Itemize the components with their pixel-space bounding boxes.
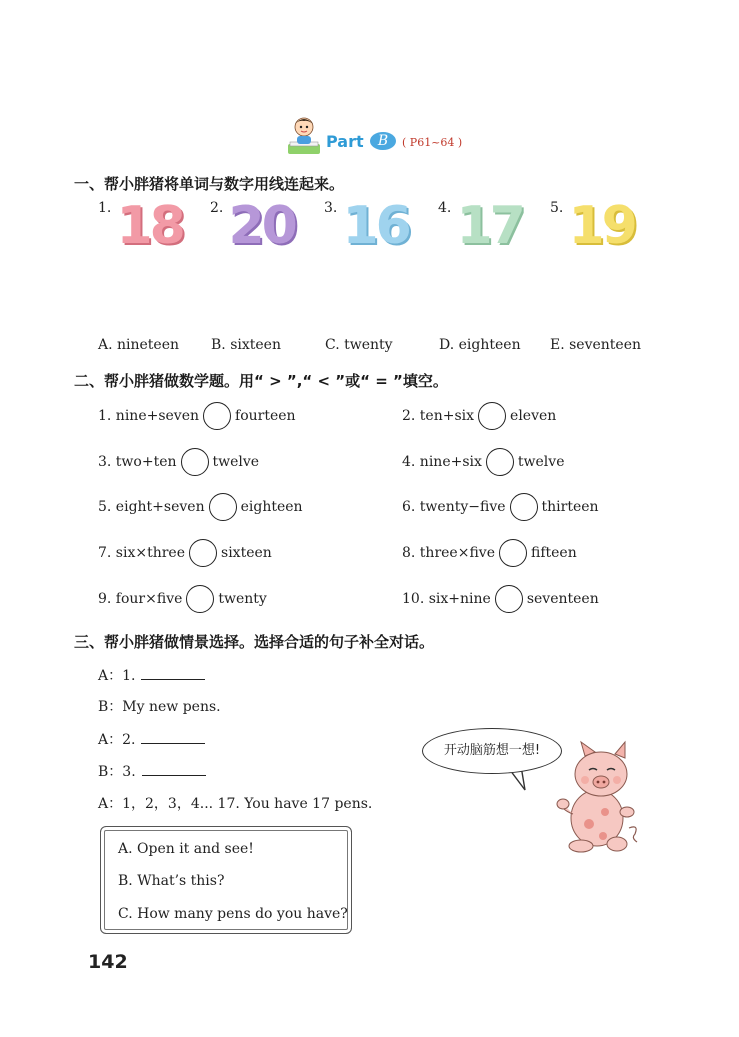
math-item-8 bbox=[402, 539, 577, 567]
math-expression: 10. six+nine bbox=[402, 591, 491, 607]
math-word: eleven bbox=[510, 408, 557, 424]
part-label: Part bbox=[326, 132, 364, 151]
answer-circle[interactable] bbox=[510, 493, 538, 521]
section-3-title: 三、帮小胖猪做情景选择。选择合适的句子补全对话。 bbox=[74, 633, 435, 651]
big-number: 17 bbox=[456, 196, 523, 256]
answer-circle[interactable] bbox=[499, 539, 527, 567]
math-expression: 4. nine+six bbox=[402, 454, 482, 470]
answer-circle[interactable] bbox=[209, 493, 237, 521]
answer-circle[interactable] bbox=[478, 402, 506, 430]
dialogue-text: A：1. bbox=[98, 668, 136, 684]
number-index: 1. bbox=[98, 200, 112, 216]
math-word: sixteen bbox=[221, 545, 272, 561]
math-item-2 bbox=[402, 402, 556, 430]
dialogue-text: A：1，2，3，4... 17. You have 17 pens. bbox=[98, 796, 373, 812]
math-word: eighteen bbox=[240, 499, 303, 515]
word-option-d: D. eighteen bbox=[439, 337, 521, 353]
math-word: thirteen bbox=[541, 499, 599, 515]
number-item-1 bbox=[98, 196, 183, 256]
number-item-2 bbox=[210, 196, 295, 256]
number-index: 3. bbox=[324, 200, 338, 216]
math-word: twelve bbox=[517, 454, 565, 470]
option-a: A. Open it and see! bbox=[118, 841, 254, 857]
answer-circle[interactable] bbox=[495, 585, 523, 613]
part-header bbox=[286, 114, 476, 158]
math-expression: 8. three×five bbox=[402, 545, 495, 561]
math-expression: 2. ten+six bbox=[402, 408, 475, 424]
dialogue-line-3 bbox=[98, 729, 205, 749]
math-expression: 9. four×five bbox=[98, 591, 183, 607]
number-item-5 bbox=[550, 196, 635, 256]
math-item-9 bbox=[98, 585, 267, 613]
page-range: ( P61~64 ) bbox=[402, 136, 463, 149]
dialogue-line-5 bbox=[98, 793, 372, 813]
math-word: seventeen bbox=[526, 591, 599, 607]
math-item-6 bbox=[402, 493, 599, 521]
math-item-7 bbox=[98, 539, 272, 567]
math-item-1 bbox=[98, 402, 296, 430]
dialogue-text: B：My new pens. bbox=[98, 699, 221, 715]
number-index: 5. bbox=[550, 200, 564, 216]
part-letter-badge: B bbox=[370, 132, 396, 150]
answer-circle[interactable] bbox=[189, 539, 217, 567]
option-c: C. How many pens do you have? bbox=[118, 906, 348, 922]
number-index: 2. bbox=[210, 200, 224, 216]
math-word: twenty bbox=[218, 591, 267, 607]
math-word: fourteen bbox=[235, 408, 296, 424]
boy-reading-icon bbox=[286, 114, 322, 156]
answer-circle[interactable] bbox=[181, 448, 209, 476]
page-number: 142 bbox=[88, 951, 128, 973]
dialogue-text: A：2. bbox=[98, 732, 136, 748]
answer-circle[interactable] bbox=[486, 448, 514, 476]
big-number: 20 bbox=[228, 196, 295, 256]
math-word: fifteen bbox=[530, 545, 577, 561]
math-word: twelve bbox=[212, 454, 260, 470]
option-b: B. What’s this? bbox=[118, 873, 225, 889]
math-expression: 6. twenty−five bbox=[402, 499, 506, 515]
dialogue-line-4 bbox=[98, 761, 206, 781]
pig-icon bbox=[555, 738, 645, 858]
word-option-a: A. nineteen bbox=[98, 337, 180, 353]
number-item-4 bbox=[438, 196, 523, 256]
section-2-title: 二、帮小胖猪做数学题。用“ > ”,“ < ”或“ = ”填空。 bbox=[74, 372, 448, 390]
number-index: 4. bbox=[438, 200, 452, 216]
big-number: 18 bbox=[116, 196, 183, 256]
math-expression: 7. six×three bbox=[98, 545, 186, 561]
math-item-10 bbox=[402, 585, 599, 613]
math-item-3 bbox=[98, 448, 259, 476]
math-item-5 bbox=[98, 493, 303, 521]
answer-circle[interactable] bbox=[186, 585, 214, 613]
word-option-c: C. twenty bbox=[325, 337, 393, 353]
number-item-3 bbox=[324, 196, 409, 256]
answer-blank[interactable] bbox=[141, 731, 205, 744]
dialogue-line-2 bbox=[98, 696, 221, 716]
answer-blank[interactable] bbox=[142, 763, 206, 776]
answer-circle[interactable] bbox=[203, 402, 231, 430]
word-option-b: B. sixteen bbox=[211, 337, 281, 353]
math-item-4 bbox=[402, 448, 564, 476]
big-number: 16 bbox=[342, 196, 409, 256]
math-expression: 5. eight+seven bbox=[98, 499, 205, 515]
dialogue-line-1 bbox=[98, 665, 205, 685]
big-number: 19 bbox=[568, 196, 635, 256]
speech-bubble: 开动脑筋想一想! bbox=[422, 728, 562, 774]
math-expression: 3. two+ten bbox=[98, 454, 177, 470]
math-expression: 1. nine+seven bbox=[98, 408, 200, 424]
answer-blank[interactable] bbox=[141, 667, 205, 680]
section-1-title: 一、帮小胖猪将单词与数字用线连起来。 bbox=[74, 175, 345, 193]
word-option-e: E. seventeen bbox=[550, 337, 642, 353]
dialogue-text: B：3. bbox=[98, 764, 136, 780]
